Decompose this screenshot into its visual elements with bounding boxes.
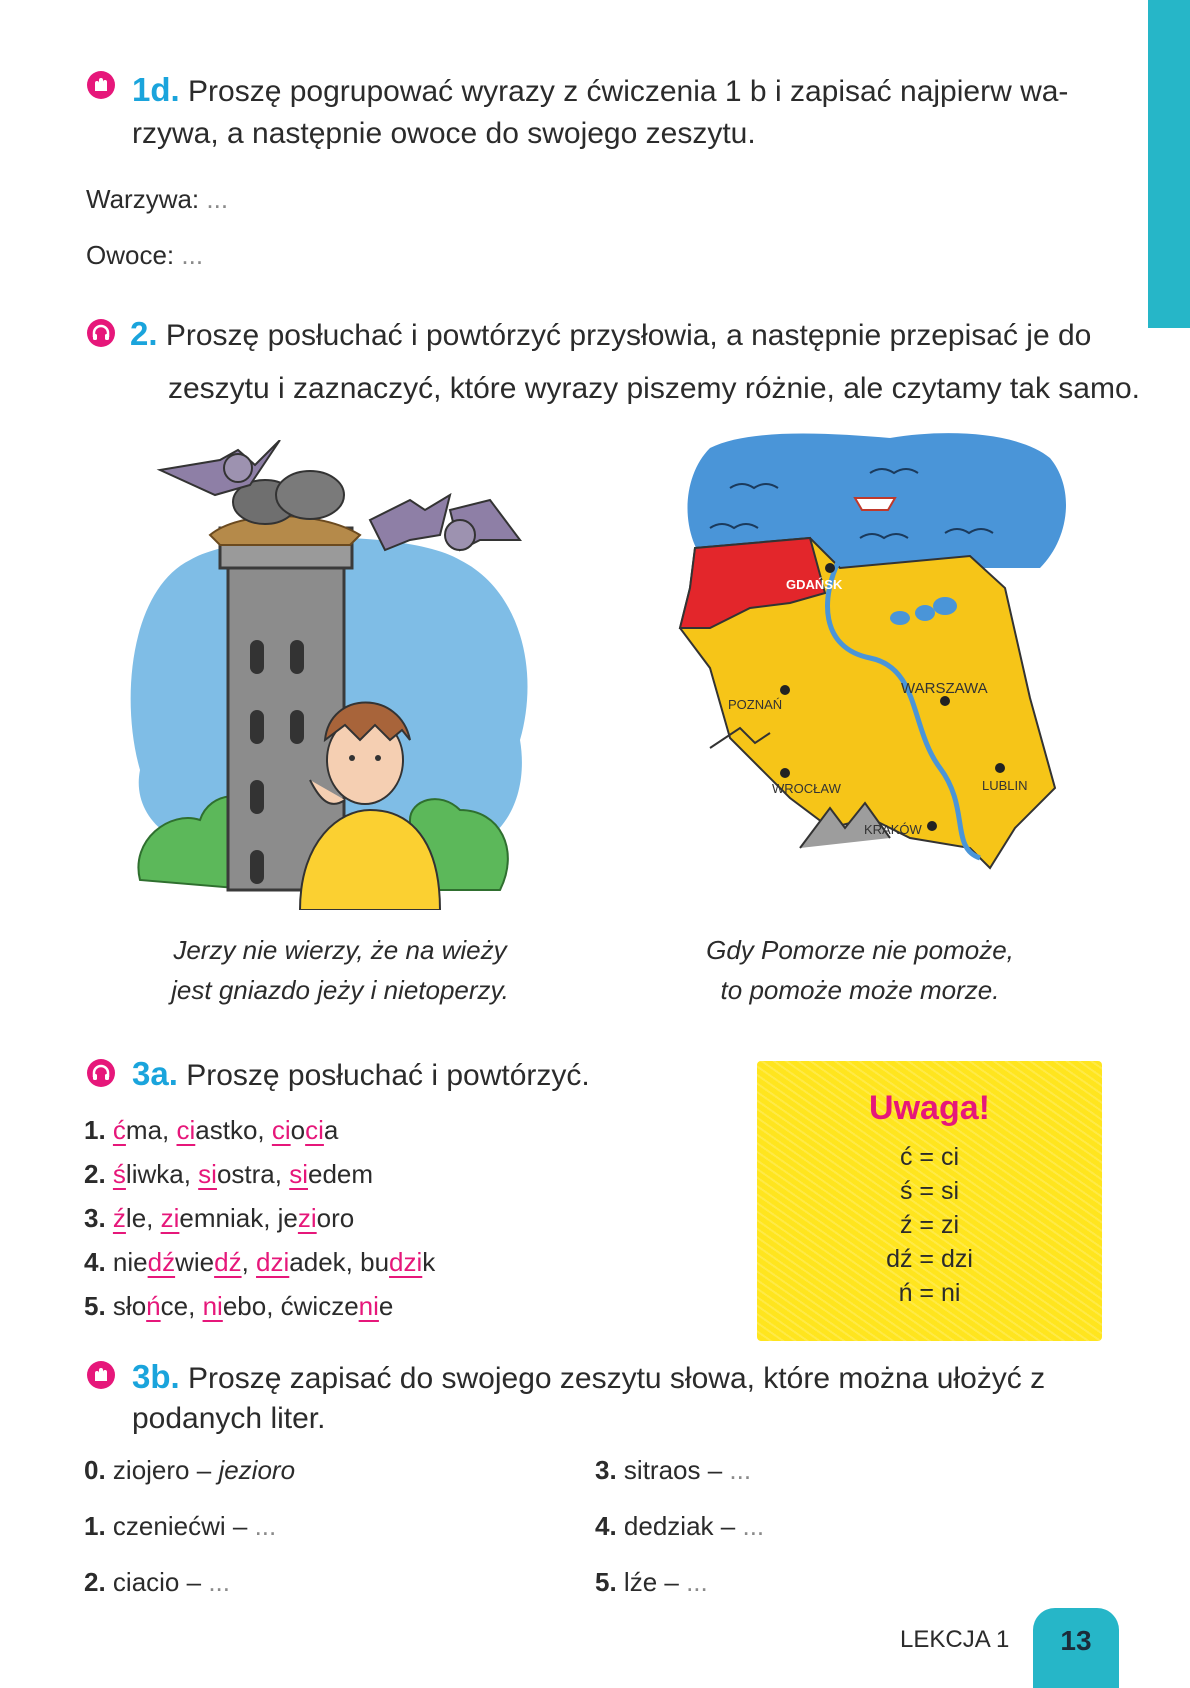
highlighted-syllable: ś [112, 1159, 126, 1189]
highlighted-syllable: ci [271, 1115, 291, 1145]
exercise-3b-heading [132, 1355, 1112, 1400]
highlighted-syllable: ni [358, 1291, 379, 1321]
highlighted-syllable: dź [214, 1247, 242, 1277]
page-number-tab [1033, 1608, 1119, 1688]
list-item: 0. ziojero – jezioro [84, 1455, 296, 1485]
vegetables-line [86, 184, 228, 215]
fruits-answer: ... [181, 240, 204, 270]
proverb-right-line2: to pomoże może morze. [720, 975, 1000, 1005]
highlighted-syllable: ń [146, 1291, 161, 1321]
word-text: , [241, 1247, 257, 1277]
list-item [84, 1108, 704, 1152]
hand-icon [86, 70, 116, 105]
headphones-icon [86, 1058, 116, 1093]
exercise-instruction-line1: Proszę pogrupować wyrazy z ćwiczenia 1 b i zapisać najpierw wa- [188, 75, 1069, 108]
exercise-3a-heading [132, 1052, 732, 1097]
note-rule: dź = dzi [886, 1245, 973, 1273]
word-text: ce, [160, 1291, 203, 1321]
word-text: le, [125, 1203, 161, 1233]
list-item: 5. lźe – ... [595, 1567, 708, 1597]
highlighted-syllable: si [289, 1159, 308, 1189]
proverb-right-line1: Gdy Pomorze nie pomoże, [706, 935, 1014, 965]
exercise-instruction-line2: zeszytu i zaznaczyć, które wyrazy piszemy różnie, ale czytamy tak samo. [168, 372, 1140, 405]
vegetables-label: Warzywa: [86, 184, 200, 214]
list-item [84, 1240, 704, 1284]
proverb-left [110, 930, 570, 1010]
highlighted-syllable: ź [112, 1203, 126, 1233]
word-text: oro [316, 1203, 355, 1233]
list-item: 4. dedziak – ... [595, 1511, 765, 1541]
highlighted-syllable: dzi [256, 1247, 290, 1277]
word-text: k [422, 1247, 436, 1277]
word-text: edem [307, 1159, 374, 1189]
note-rules [757, 1140, 1102, 1310]
list-item-number: 5. [84, 1291, 113, 1321]
exercise-3a-list [84, 1108, 704, 1328]
word-text: wie [175, 1247, 215, 1277]
word-text: emniak, je [179, 1203, 298, 1233]
vegetables-answer: ... [206, 184, 229, 214]
word-text: ostra, [216, 1159, 290, 1189]
word-text: adek, bu [289, 1247, 390, 1277]
list-item [84, 1284, 704, 1328]
note-rule: ń = ni [898, 1279, 961, 1307]
list-item [84, 1196, 704, 1240]
list-item-number: 2. [84, 1159, 113, 1189]
exercise-2-heading [130, 312, 1130, 357]
highlighted-syllable: ci [176, 1115, 196, 1145]
list-item: 1. czeniećwi – ... [84, 1511, 277, 1541]
map-city-warszawa: WARSZAWA [901, 680, 988, 697]
page-number: 13 [1060, 1625, 1092, 1656]
word-text: nie [112, 1247, 148, 1277]
highlighted-syllable: dzi [389, 1247, 423, 1277]
hand-icon [86, 1360, 116, 1395]
word-text: sło [112, 1291, 147, 1321]
map-city-krakow: KRAKÓW [864, 822, 922, 837]
fruits-label: Owoce: [86, 240, 175, 270]
highlighted-syllable: zi [297, 1203, 317, 1233]
highlighted-syllable: zi [160, 1203, 180, 1233]
map-city-gdansk: GDAŃSK [786, 577, 843, 592]
poland-map [670, 428, 1080, 908]
proverb-left-line1: Jerzy nie wierzy, że na wieży [173, 935, 507, 965]
list-item [84, 1152, 704, 1196]
lesson-label: LEKCJA 1 [900, 1626, 1010, 1653]
highlighted-syllable: ni [202, 1291, 223, 1321]
note-rule: ć = ci [899, 1143, 960, 1171]
note-title: Uwaga! [869, 1089, 990, 1127]
exercise-instruction-line1: Proszę zapisać do swojego zeszytu słowa, które można ułożyć z [188, 1362, 1046, 1395]
map-city-poznan: POZNAŃ [728, 697, 783, 712]
exercise-number: 3a. [132, 1055, 178, 1092]
word-text: o [290, 1115, 306, 1145]
word-text: e [378, 1291, 394, 1321]
exercise-3b-right-list [595, 1442, 1055, 1610]
highlighted-syllable: dź [147, 1247, 176, 1277]
list-item: 3. sitraos – ... [595, 1455, 752, 1485]
highlighted-syllable: ć [112, 1115, 126, 1145]
exercise-instruction-line1: Proszę posłuchać i powtórzyć przysłowia, a następnie przepisać je do [165, 319, 1092, 352]
proverb-right [650, 930, 1070, 1010]
word-text: ma, [125, 1115, 177, 1145]
chapter-tab [1148, 0, 1190, 328]
map-city-wroclaw: WROCŁAW [772, 781, 841, 796]
exercise-1d-heading [132, 68, 1112, 113]
tower-illustration [120, 440, 550, 910]
word-text: ebo, ćwicze [222, 1291, 359, 1321]
note-rule: ź = zi [899, 1211, 960, 1239]
exercise-number: 2. [130, 315, 158, 352]
word-text: astko, [195, 1115, 272, 1145]
note-rule: ś = si [899, 1177, 960, 1205]
exercise-instruction-line2: rzywa, a następnie owoce do swojego zeszytu. [132, 117, 756, 150]
exercise-number: 3b. [132, 1358, 180, 1395]
example-answer: jezioro [218, 1455, 296, 1485]
headphones-icon [86, 318, 116, 353]
exercise-number: 1d. [132, 71, 180, 108]
list-item: 2. ciacio – ... [84, 1567, 230, 1597]
highlighted-syllable: ci [305, 1115, 324, 1145]
word-text: liwka, [125, 1159, 199, 1189]
note-box [757, 1061, 1102, 1341]
exercise-title: Proszę posłuchać i powtórzyć. [186, 1059, 590, 1092]
highlighted-syllable: si [198, 1159, 217, 1189]
proverb-left-line2: jest gniazdo jeży i nietoperzy. [171, 975, 509, 1005]
exercise-instruction-line2: podanych liter. [132, 1402, 326, 1435]
list-item-number: 3. [84, 1203, 113, 1233]
map-city-lublin: LUBLIN [982, 778, 1028, 793]
exercise-3b-left-list [84, 1442, 544, 1610]
list-item-number: 4. [84, 1247, 113, 1277]
word-text: a [323, 1115, 339, 1145]
fruits-line [86, 240, 203, 271]
list-item-number: 1. [84, 1115, 113, 1145]
